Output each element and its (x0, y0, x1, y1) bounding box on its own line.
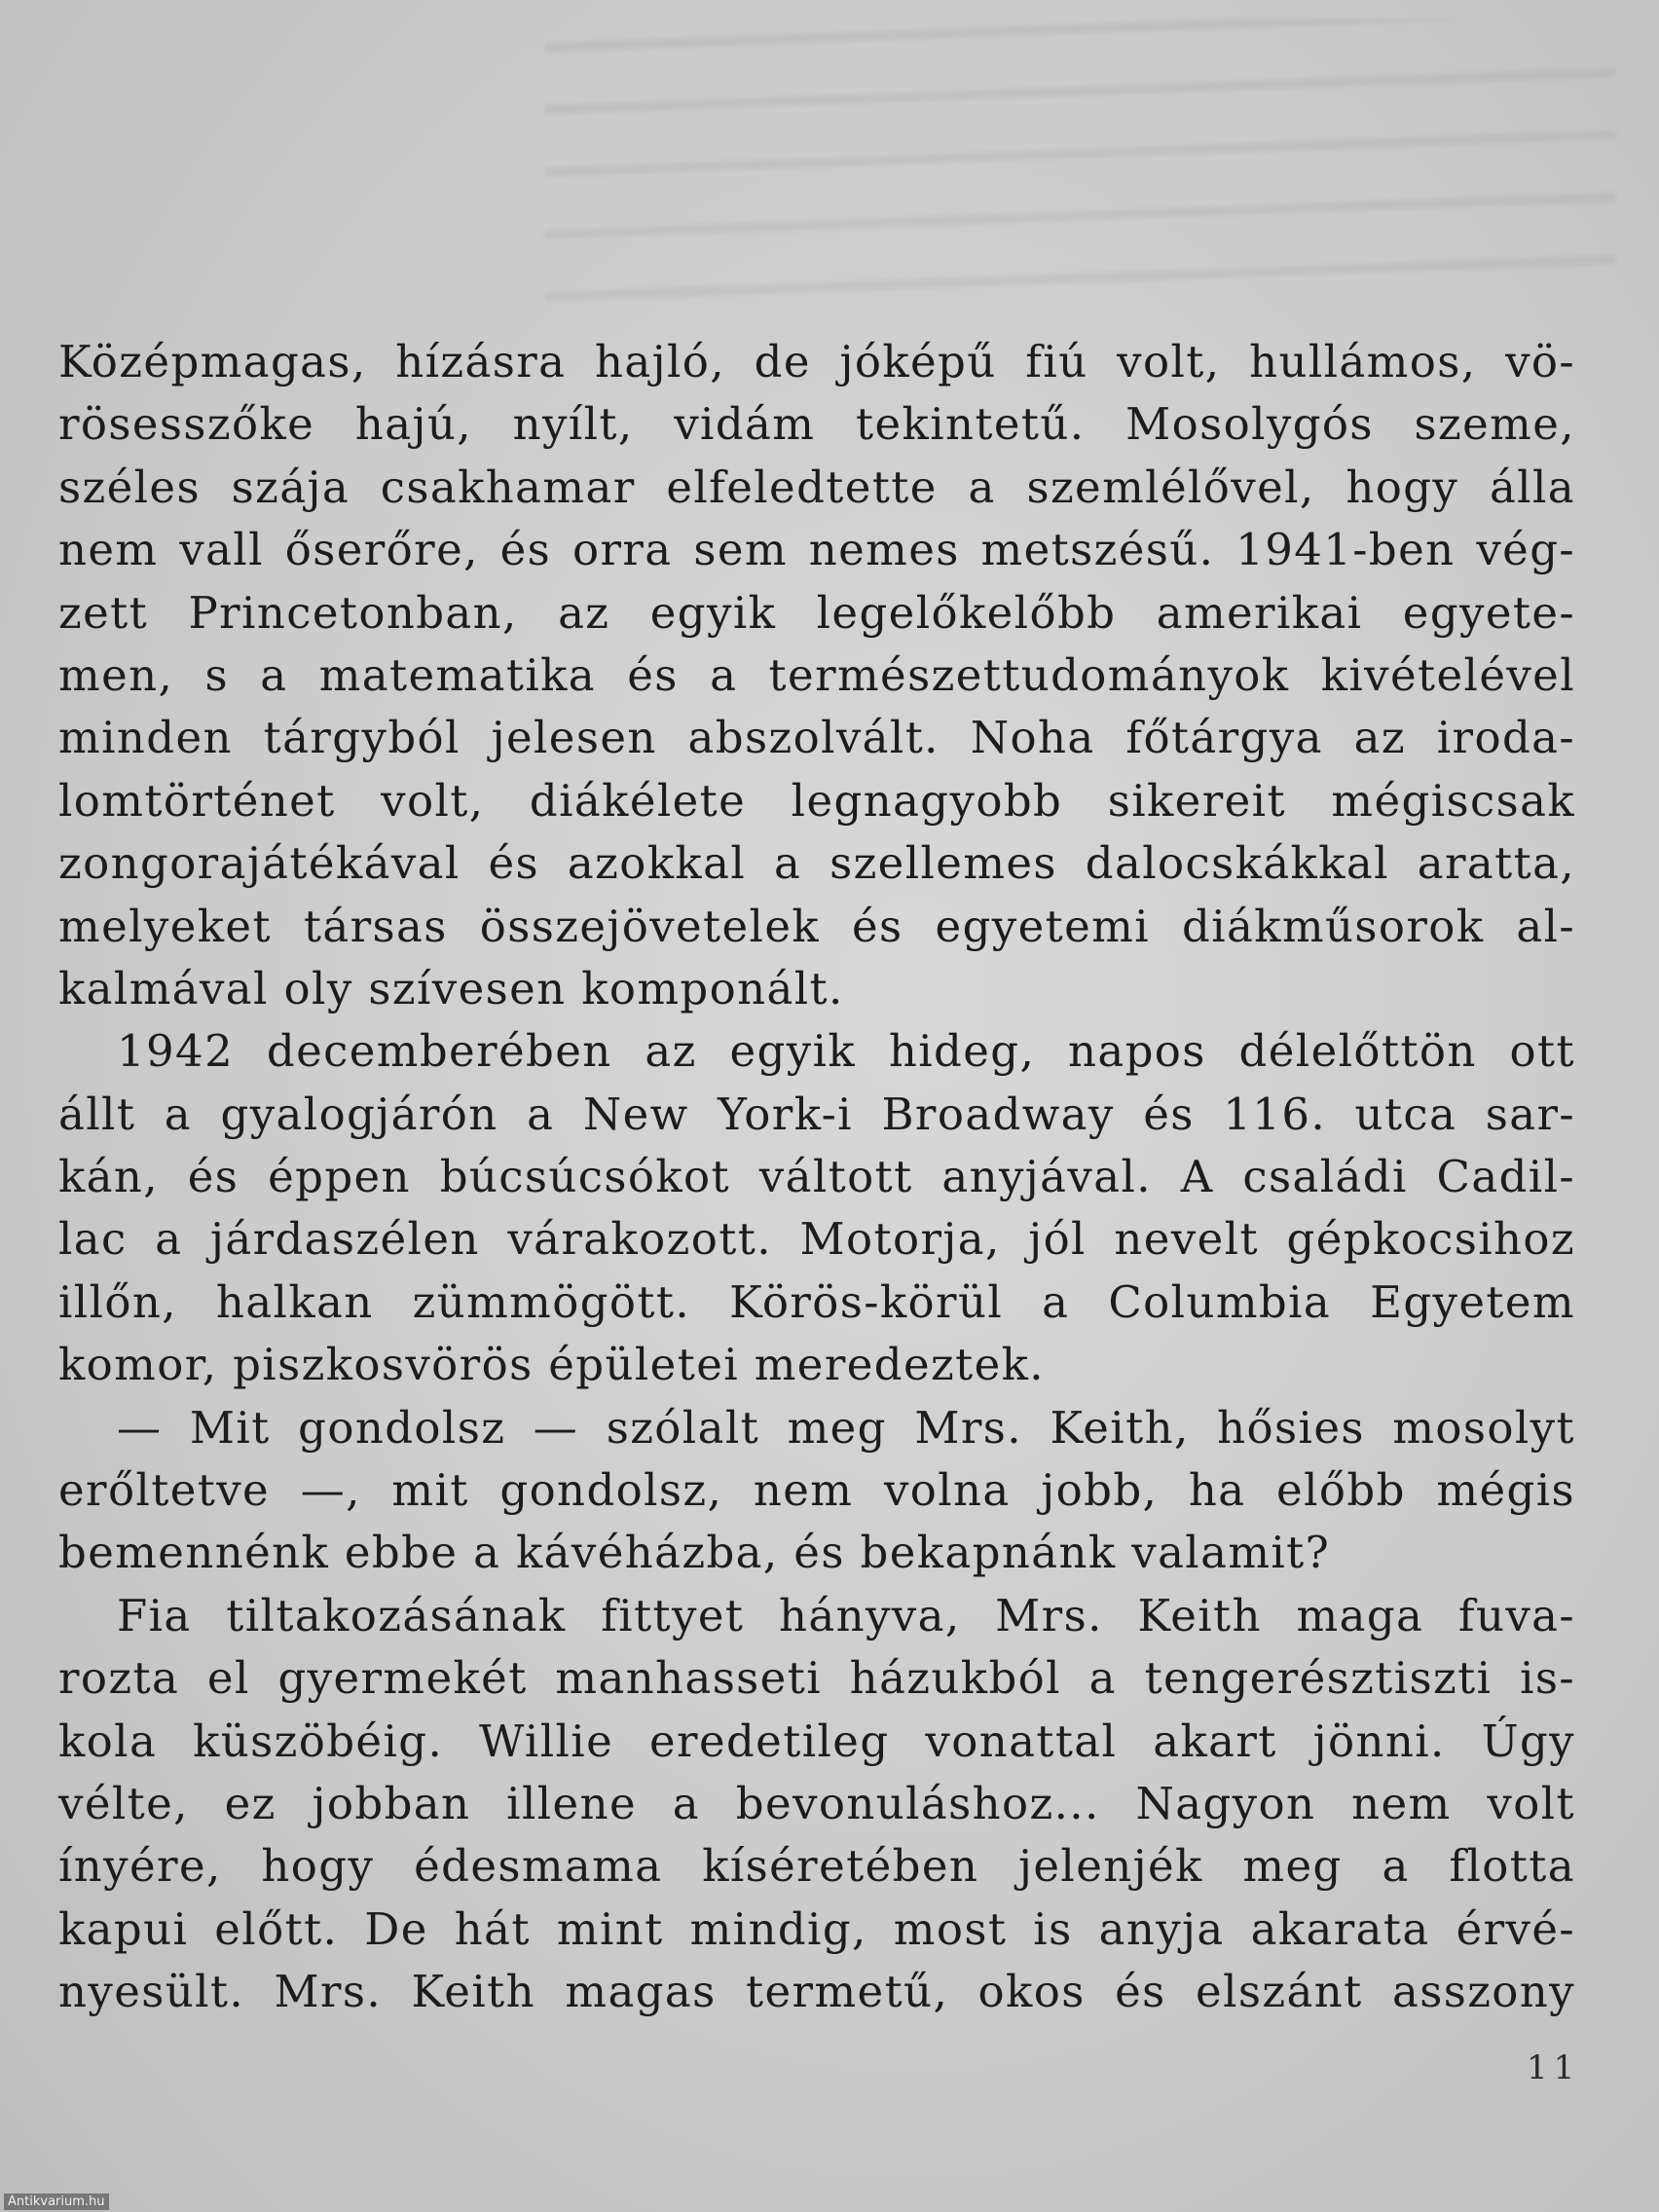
text-line: melyeket társas összejövetelek és egyetemi diákműsorok al- (58, 900, 1575, 952)
text-line: nem vall őserőre, és orra sem nemes metszésű. 1941-ben vég- (58, 524, 1575, 576)
text-line: állt a gyalogjárón a New York-i Broadway és 116. utca sar- (58, 1088, 1575, 1140)
text-line: illőn, halkan zümmögött. Körös-körül a Columbia Egyetem (58, 1275, 1575, 1328)
text-line: erőltetve —, mit gondolsz, nem volna jobb, ha előbb mégis (58, 1464, 1575, 1517)
text-line: lac a járdaszélen várakozott. Motorja, jól nevelt gépkocsihoz (58, 1213, 1575, 1266)
text-line: Fia tiltakozásának fittyet hányva, Mrs. Keith maga fuva- (117, 1589, 1575, 1641)
text-line: men, s a matematika és a természettudományok kivételével (58, 648, 1575, 701)
text-line: — Mit gondolsz — szólalt meg Mrs. Keith, hősies mosolyt (117, 1401, 1575, 1454)
text-line: bemennénk ebbe a kávéházba, és bekapnánk valamit? (58, 1527, 1331, 1579)
text-line: komor, piszkosvörös épületei meredeztek. (58, 1339, 1045, 1391)
text-line: zongorajátékával és azokkal a szellemes dalocskákkal aratta, (58, 837, 1575, 890)
text-line: széles szája csakhamar elfeledtette a szemlélővel, hogy álla (58, 461, 1575, 513)
text-line: 1942 decemberében az egyik hideg, napos délelőttön ott (117, 1025, 1575, 1078)
text-line: kán, és éppen búcsúcsókot váltott anyjával. A családi Cadil- (58, 1151, 1575, 1203)
text-line: rozta el gyermekét manhasseti házukból a tengerésztiszti is- (58, 1652, 1575, 1705)
page-number: 11 (1527, 2048, 1581, 2087)
text-line: kola küszöbéig. Willie eredetileg vonattal akart jönni. Úgy (58, 1714, 1575, 1767)
text-line: nyesült. Mrs. Keith magas termetű, okos és elszánt asszony (58, 1966, 1575, 2018)
bleed-through-texture (545, 19, 1616, 312)
text-line: rösesszőke hajú, nyílt, vidám tekintetű. Mosolygós szeme, (58, 398, 1575, 451)
text-line: ínyére, hogy édesmama kíséretében jelenjék meg a flotta (58, 1840, 1575, 1893)
text-line: vélte, ez jobban illene a bevonuláshoz... Nagyon nem volt (58, 1777, 1575, 1829)
text-line: zett Princetonban, az egyik legelőkelőbb amerikai egyete- (58, 586, 1575, 639)
text-line: kapui előtt. De hát mint mindig, most is anyja akarata érvé- (58, 1902, 1575, 1955)
text-line: minden tárgyból jelesen abszolvált. Noha főtárgya az iroda- (58, 712, 1575, 764)
text-line: Középmagas, hízásra hajló, de jóképű fiú volt, hullámos, vö- (58, 336, 1575, 387)
watermark: Antikvarium.hu (4, 2194, 109, 2210)
body-text (58, 331, 1575, 2024)
text-line: lomtörténet volt, diákélete legnagyobb sikereit mégiscsak (58, 774, 1575, 827)
text-line: kalmával oly szívesen komponált. (58, 962, 844, 1014)
